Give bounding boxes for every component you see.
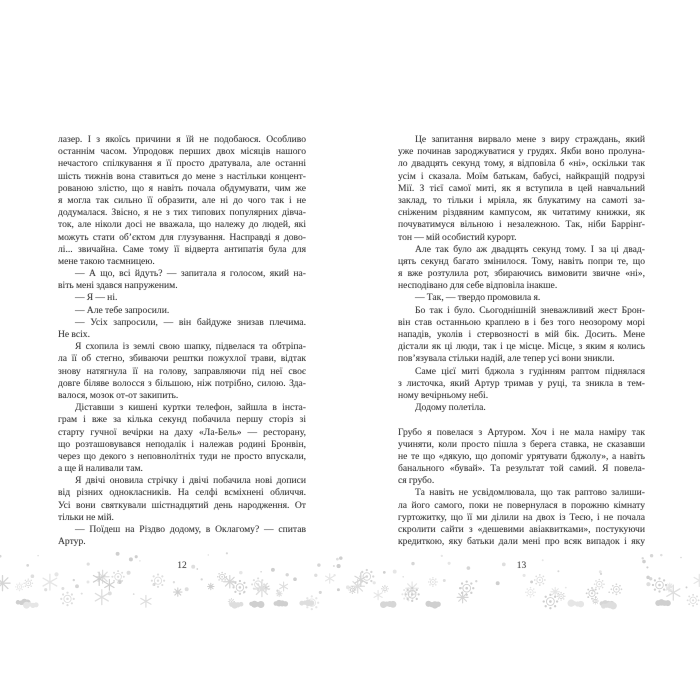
snow-dot [393, 570, 397, 574]
text-line: він став останньою краплею в і без того неозорому морі [398, 316, 645, 328]
text-line: дістали як ці люди, так і це місце. Місце, з яким я колись [398, 341, 645, 353]
text-line: цять секунд багато змінилося. Тому, навіть попри те, що [398, 255, 645, 267]
snow-dot [448, 562, 451, 565]
snow-dot [646, 582, 650, 586]
text-line: нечастого спілкування я її просто дратувала, але останні [58, 158, 306, 170]
snow-dot [608, 591, 610, 593]
snowflake-icon [232, 580, 247, 595]
text-line: — Усіх запросили, — він байдуже знизав плечима. [75, 316, 306, 328]
text-line: сніженим різдвяним кампусом, як читатиму книжки, як [398, 207, 645, 219]
snowflake-icon [60, 592, 75, 607]
text-line: Усі вони святкували шістнадцятий день народження. От [58, 499, 306, 511]
snow-dot [650, 554, 653, 557]
snow-dot [81, 593, 83, 595]
text-line: грам і вже за кілька секунд побачила першу сторіз зі [58, 414, 306, 426]
snowflake-icon [405, 587, 420, 602]
snow-pile-icon [425, 601, 440, 609]
text-line: тон — мій особистий курорт. [398, 231, 517, 243]
snow-dot [133, 593, 135, 595]
snow-dot [54, 572, 58, 576]
snowflake-icon [326, 574, 334, 583]
snowflake-icon [543, 594, 559, 610]
text-line: ся грубо. [398, 475, 435, 487]
snow-dot [383, 571, 386, 574]
text-line: лазер. І з якоїсь причини я їй не подобаюся. Особливо [58, 134, 306, 145]
text-line: Бо так і було. Сьогоднішній зневажливий жест Брон- [415, 304, 645, 316]
text-line: ла його самого, поки не повернулася в порожню кімнату [398, 499, 645, 511]
snowflake-icon [348, 586, 356, 594]
text-line: усім і сказала. Моїм батькам, бабусі, найкращій подрузі [398, 170, 645, 182]
snow-dot [411, 562, 414, 565]
text-line: — Але тебе запросили. [75, 304, 170, 316]
snow-pile-icon [274, 600, 289, 607]
text-line: Мії. З тієї самої миті, як я вступила в цей навчальний [398, 182, 645, 194]
text-line: через що декого з неповнолітніх туди не просто впускали, [58, 450, 306, 462]
text-line: гуртожитку, що її ми ділили на двох із Теєю, і не почала [398, 511, 645, 523]
snow-dot [317, 563, 320, 566]
text-line: Діставши з кишені куртки телефон, зайшла в інста- [75, 402, 306, 414]
snow-dot [336, 558, 339, 561]
snow-dot [226, 552, 228, 554]
snowflake-icon [592, 598, 599, 605]
text-line: банального «бувай». Та результат той самий. Я повела- [398, 463, 645, 475]
snowflake-icon [23, 578, 33, 588]
snow-dot [441, 555, 443, 557]
snow-dot [31, 574, 35, 578]
text-line: кредиткою, яку батьки дали мені про всяк випадок і яку [398, 536, 645, 548]
snow-dot [271, 568, 275, 572]
snow-dot [502, 563, 506, 567]
snow-dot [333, 565, 335, 567]
snowflake-icon [694, 574, 700, 586]
text-line: старту гучної вечірки на даху «Ла-Бель» — ресторану, [58, 426, 306, 438]
snow-pile-icon [299, 600, 314, 607]
text-line: учиняти, коли просто пішла з берега ставка, не сказавши [398, 438, 645, 450]
snow-dot [196, 568, 198, 570]
text-line: від різних однокласників. На селфі всміхнені обличчя. [58, 487, 306, 499]
snow-dot [319, 591, 322, 594]
snow-dot [496, 581, 500, 585]
snowflake-icon [15, 583, 24, 592]
text-line: Я схопила із землі свою шапку, підвелася та обтріпа- [75, 341, 306, 353]
snow-dot [116, 552, 120, 556]
scene-break-gap [398, 414, 645, 426]
text-line: з листочка, який Артур тримав у руці, та зникла в тем- [398, 377, 645, 389]
snowflake-icon [374, 590, 382, 599]
snow-dot [646, 566, 648, 568]
snow-dot [337, 588, 340, 591]
text-line: ному вечірньому небі. [398, 389, 489, 401]
right-page-number: 13 [516, 561, 527, 571]
snowflake-icon [43, 574, 57, 590]
snow-dot [339, 556, 343, 560]
snowflake-icon [151, 574, 165, 588]
snowflake-icon [652, 577, 667, 592]
text-line: ла її об стегно, збиваючи рештки пожухлої трави, відтак [58, 353, 306, 365]
text-line: тільки не мій. [58, 511, 114, 523]
text-line: не те що «дякую, що допоміг урятувати бджолу», а навіть [398, 450, 645, 462]
snow-pile-icon [229, 602, 243, 609]
snowflake-icon [586, 587, 599, 600]
snow-dot [191, 565, 195, 569]
text-line: Не всіх. [58, 329, 90, 340]
snow-dot [293, 577, 297, 581]
snowflake-icon [141, 595, 151, 607]
snow-dot [680, 557, 682, 559]
snow-dot [201, 578, 203, 580]
text-line: Це запитання вирвало мене з виру страждань, який [415, 134, 645, 145]
snow-dot [139, 560, 141, 562]
snow-dot [542, 559, 544, 561]
left-page-number: 12 [177, 561, 187, 571]
snow-dot [314, 574, 317, 577]
snow-dot [61, 587, 64, 590]
snow-dot [523, 574, 526, 577]
text-line: Саме цієї миті бджола з гудінням раптом піднялася [415, 365, 645, 377]
snow-dot [135, 555, 138, 558]
snowflake-icon [610, 583, 622, 595]
snowflake-icon [280, 582, 288, 591]
snowflake-icon [208, 583, 214, 589]
text-line: ток, але ніколи досі не вважала, що належу до людей, які [58, 219, 306, 231]
right-page-text [398, 134, 645, 548]
snow-pile-icon [249, 601, 264, 608]
left-page-text [58, 134, 306, 548]
text-line: — Поїдеш на Різдво додому, в Оклагому? — спитав [75, 524, 306, 535]
text-line: Та навіть не усвідомлювала, що так раптово залиши- [415, 487, 645, 499]
snow-dot [443, 579, 446, 582]
snowflake-icon [0, 576, 10, 591]
snowflake-icon [111, 570, 124, 583]
text-line: Грубо я повелася з Артуром. Хоч і не мала наміру так [398, 426, 645, 438]
text-line: ло двадцять секунд тому, я відповіла б «ні», оскільки так [398, 158, 645, 170]
snowflake-icon [276, 591, 282, 597]
snow-dot [129, 557, 133, 561]
text-line: Додому полетіла. [415, 402, 486, 414]
text-line: я могла так сильно її образити, але ні до чого так і не [58, 194, 306, 206]
snowflake-icon [224, 576, 236, 588]
text-line: заклад, то тільки і мріяла, як блукатиму на самоті за- [398, 194, 645, 206]
text-line: що розташовувався неподалік і належав родині Бронвін, [58, 438, 306, 450]
text-line: Я двічі оновила стрічку і двічі побачила нові дописи [75, 475, 306, 487]
snow-dot [44, 588, 47, 591]
snow-dot [373, 581, 376, 584]
text-line: а ще й наливали там. [58, 463, 143, 475]
snow-dot [87, 581, 90, 584]
snowflake-icon [381, 585, 389, 593]
text-line: — Так, — твердо промовила я. [415, 292, 541, 304]
snowflake-icon [525, 587, 536, 598]
text-line: — А що, всі йдуть? — запитала я голосом, який на- [75, 268, 306, 280]
snow-dot [260, 571, 262, 573]
text-line: почуватимуся вільною і незалежною. Так, ніби Баррінґ- [398, 219, 645, 231]
snowflake-icon [105, 580, 114, 591]
snow-pile-icon [568, 600, 585, 608]
snow-dot [337, 564, 341, 568]
text-line: останнім часом. Упродовж перших двох місяців нашого [58, 146, 306, 158]
text-line: лі... звичайна. Саме тому її відверта антипатія була для [58, 243, 306, 255]
snowflake-icon [594, 579, 605, 590]
text-line: додумалася. Звісно, я не з тих типових популярних дівча- [58, 207, 306, 219]
snow-dot [649, 577, 652, 580]
snow-dot [87, 563, 90, 566]
snowflake-icon [551, 587, 560, 596]
snow-dot [599, 570, 602, 573]
snow-dot [239, 571, 243, 575]
snow-pile-icon [23, 602, 38, 609]
snow-dot [557, 570, 559, 572]
snow-dot [565, 587, 567, 589]
text-line: нападів, уколів і стервозності в мій бік. Досить. Мене [398, 329, 645, 340]
snowflake-icon [534, 574, 546, 586]
snow-dot [37, 555, 39, 557]
text-line: Але так було аж двадцять секунд тому. І за ці двад- [415, 243, 645, 255]
snow-dot [642, 560, 646, 564]
snowflake-icon [428, 577, 438, 587]
snow-dot [660, 554, 662, 556]
snow-dot [0, 555, 2, 558]
text-line: можуть стати об’єктом для глузування. Насправді я дово- [58, 231, 306, 243]
text-line: валося, мозок от-от закипить. [58, 389, 179, 401]
text-line: віть мені здався напруженим. [58, 280, 178, 292]
snowflake-border [0, 549, 700, 615]
text-line: рованою злістю, що я навіть почала обдумувати, чим же [58, 182, 306, 194]
snow-dot [286, 573, 289, 576]
snow-dot [185, 587, 189, 591]
snowflake-icon [174, 588, 182, 596]
text-line: я вже розтулила рот, збираючись вимовити звичне «ні», [398, 268, 645, 280]
text-line: Артур. [58, 536, 86, 548]
snow-dot [127, 571, 131, 575]
snowflake-icon [254, 581, 269, 596]
snow-dot [467, 566, 471, 570]
snow-dot [73, 579, 75, 581]
snow-dot [173, 581, 175, 583]
text-line: несподівано для себе відповіла інакше. [398, 280, 558, 292]
snowflake-icon [95, 590, 108, 605]
snow-dot [686, 586, 688, 588]
snow-dot [208, 554, 209, 555]
snow-pile-icon [380, 601, 396, 608]
snow-dot [75, 584, 79, 588]
text-line: — Я — ні. [75, 292, 118, 304]
text-line: довге біляве волосся з більшою, ніж потрібно, силою. Зда- [58, 377, 306, 389]
text-line: скролити сайти з «дешевими авіаквитками», постукуючи [398, 524, 645, 535]
text-line: мене такою таємницею. [58, 255, 155, 267]
text-line: уже починав зароджуватися у грудях. Якби воно пролуна- [398, 146, 645, 158]
snow-dot [26, 564, 29, 567]
snow-dot [402, 576, 404, 578]
text-line: знову натягнула її на голову, заправляючи під неї своє [58, 365, 306, 377]
snow-dot [475, 580, 477, 582]
snow-pile-icon [655, 599, 671, 606]
snowflake-icon [687, 594, 700, 607]
text-line: пов’язувала стільки надій, але тепер усі вони зникли. [398, 353, 615, 365]
snowflake-icon [459, 580, 474, 595]
snow-dot [346, 585, 350, 589]
text-line: шість тижнів вона ставиться до мене з настільки концент- [58, 170, 306, 182]
snow-dot [642, 557, 644, 559]
snowflake-icon [557, 592, 566, 601]
snow-dot [530, 580, 533, 583]
